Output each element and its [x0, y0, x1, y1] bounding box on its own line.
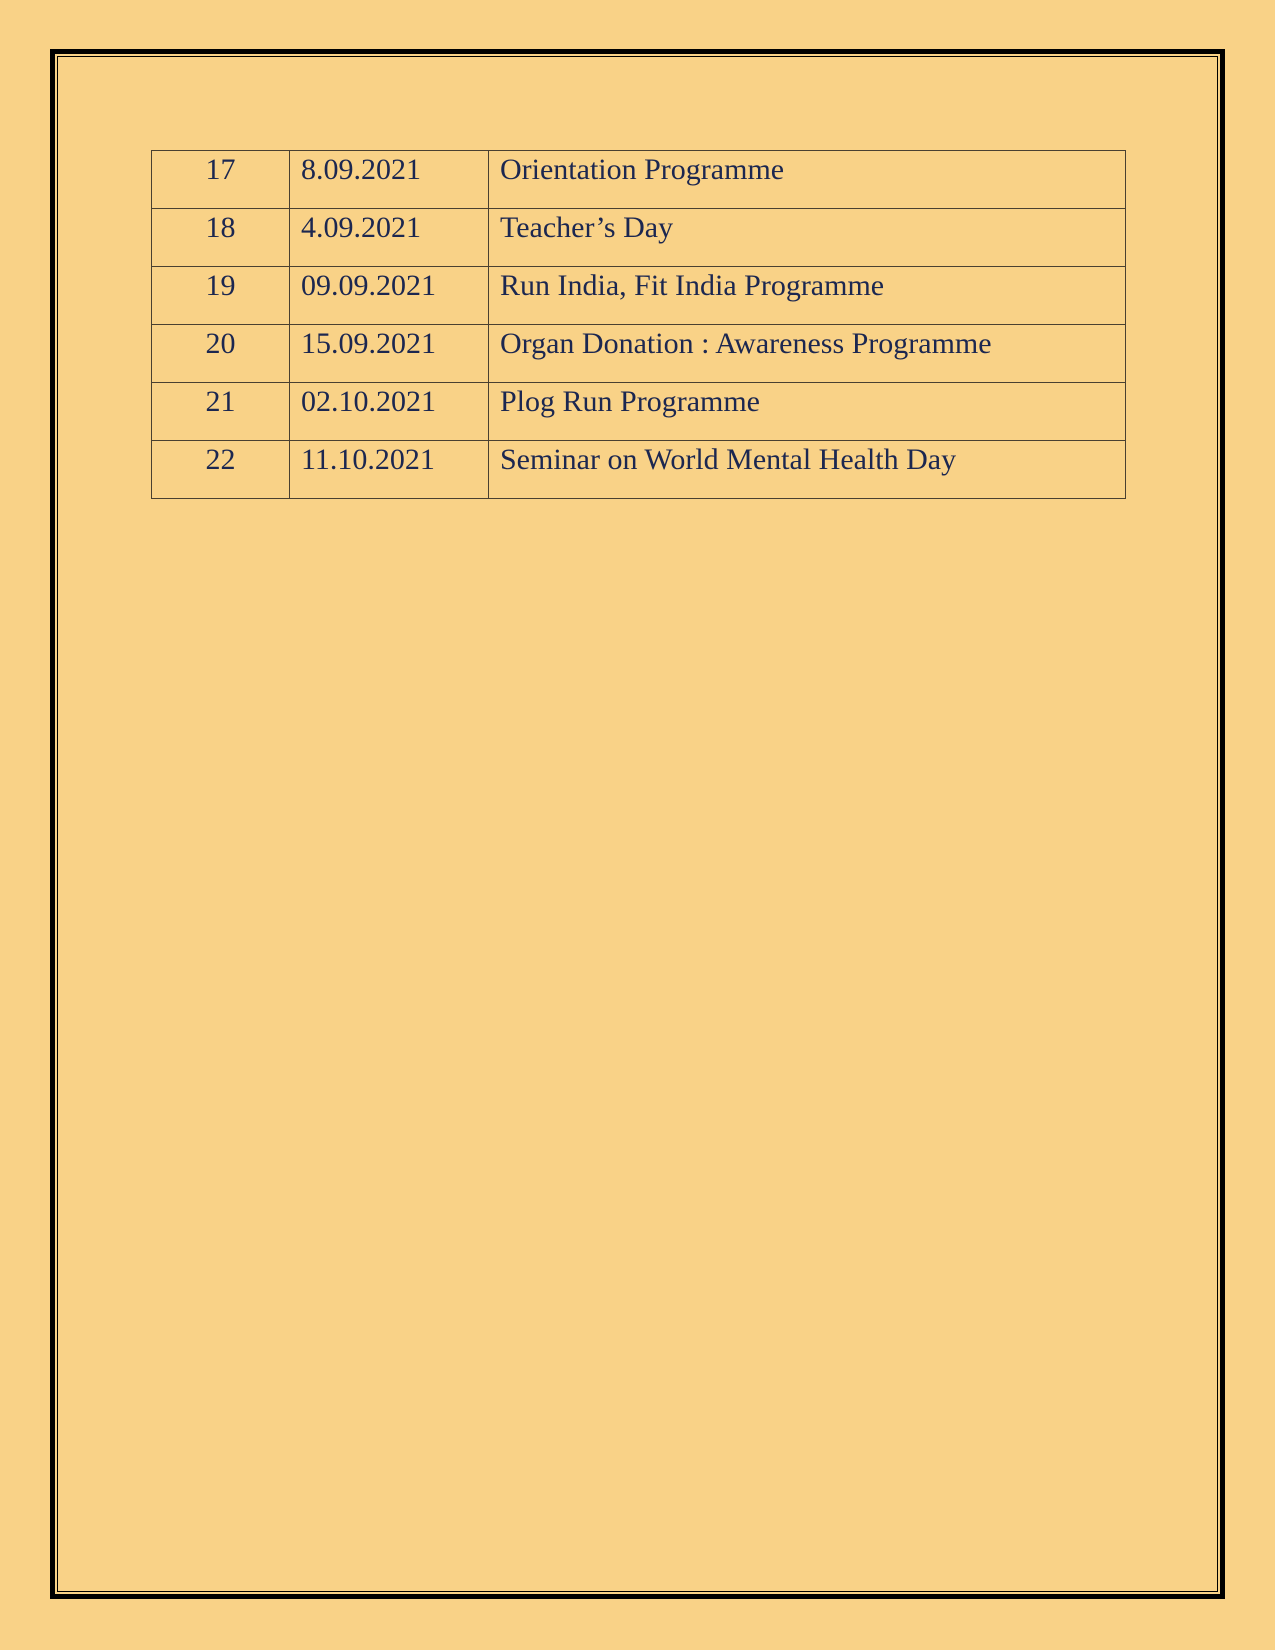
events-table [151, 150, 1126, 499]
serial-number-cell: 18 [152, 209, 290, 267]
serial-number-cell: 19 [152, 267, 290, 325]
date-cell: 02.10.2021 [290, 383, 489, 441]
date-cell: 8.09.2021 [290, 151, 489, 209]
serial-number-cell: 22 [152, 441, 290, 499]
event-cell: Run India, Fit India Programme [489, 267, 1126, 325]
date-cell: 4.09.2021 [290, 209, 489, 267]
table-row [152, 151, 1126, 209]
event-cell: Teacher’s Day [489, 209, 1126, 267]
event-cell: Seminar on World Mental Health Day [489, 441, 1126, 499]
table-row [152, 441, 1126, 499]
event-cell: Orientation Programme [489, 151, 1126, 209]
table-row [152, 383, 1126, 441]
table-row [152, 209, 1126, 267]
date-cell: 11.10.2021 [290, 441, 489, 499]
serial-number-cell: 21 [152, 383, 290, 441]
event-cell: Organ Donation : Awareness Programme [489, 325, 1126, 383]
table-row [152, 325, 1126, 383]
date-cell: 09.09.2021 [290, 267, 489, 325]
serial-number-cell: 17 [152, 151, 290, 209]
date-cell: 15.09.2021 [290, 325, 489, 383]
table-row [152, 267, 1126, 325]
serial-number-cell: 20 [152, 325, 290, 383]
event-cell: Plog Run Programme [489, 383, 1126, 441]
